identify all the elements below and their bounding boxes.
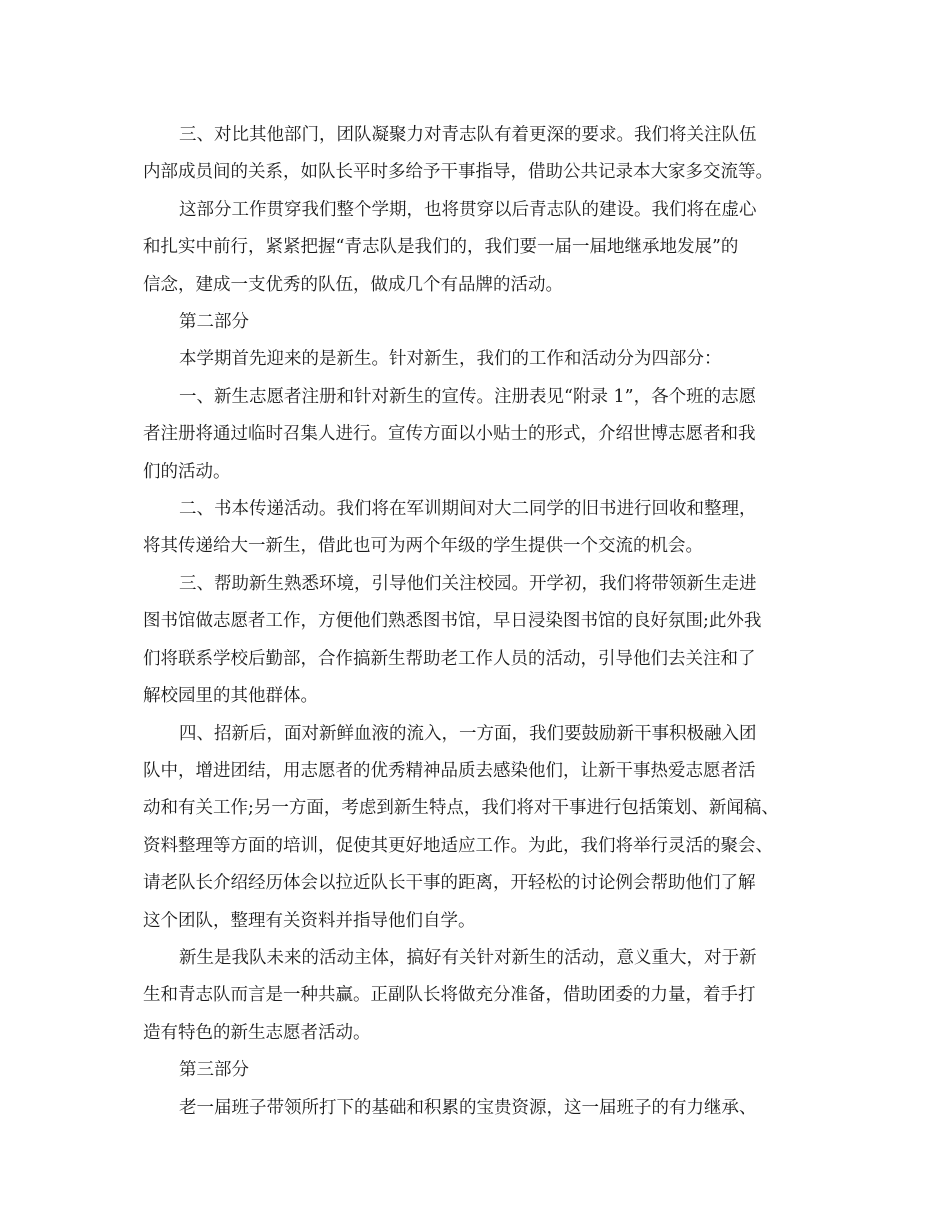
text-line: 和扎实中前行，紧紧把握“青志队是我们的，我们要一届一届地继承地发展”的 [143, 237, 739, 258]
text-line: 解校园里的其他群体。 [143, 686, 318, 707]
text-line: 们将联系学校后勤部，合作搞新生帮助老工作人员的活动，引导他们去关注和了 [143, 648, 756, 669]
text-line: 四、招新后，面对新鲜血液的流入，一方面，我们要鼓励新干事积极融入团 [179, 723, 757, 744]
text-line: 者注册将通过临时召集人进行。宣传方面以小贴士的形式，介绍世博志愿者和我 [143, 424, 756, 445]
paragraph-new-student-activities [143, 940, 811, 1052]
text-line: 生和青志队而言是一种共赢。正副队长将做充分准备，借助团委的力量，着手打 [143, 985, 756, 1006]
paragraph-new-students-intro [143, 341, 811, 378]
text-line: 图书馆做志愿者工作，方便他们熟悉图书馆，早日浸染图书馆的良好氛围;此外我 [143, 611, 762, 632]
text-line: 动和有关工作;另一方面，考虑到新生特点，我们将对干事进行包括策划、新闻稿、 [143, 798, 779, 819]
document-body [143, 117, 811, 1127]
paragraph-campus-orientation [143, 566, 811, 716]
text-line: 二、书本传递活动。我们将在军训期间对大二同学的旧书进行回收和整理， [179, 499, 757, 520]
text-line: 资料整理等方面的培训，促使其更好地适应工作。为此，我们将举行灵活的聚会、 [143, 835, 773, 856]
text-line: 三、帮助新生熟悉环境，引导他们关注校园。开学初，我们将带领新生走进 [179, 573, 757, 594]
section-heading-part-two: 第二部分 [179, 312, 249, 333]
paragraph-registration [143, 379, 811, 491]
text-line: 队中，增进团结，用志愿者的优秀精神品质去感染他们，让新干事热爱志愿者活 [143, 760, 756, 781]
paragraph-team-cohesion [143, 117, 811, 192]
text-line: 一、新生志愿者注册和针对新生的宣传。注册表见“附录 1”，各个班的志愿 [179, 386, 757, 407]
text-line: 信念，建成一支优秀的队伍，做成几个有品牌的活动。 [143, 274, 563, 295]
paragraph-book-passing [143, 491, 811, 566]
text-line: 这部分工作贯穿我们整个学期，也将贯穿以后青志队的建设。我们将在虚心 [179, 199, 757, 220]
text-line: 们的活动。 [143, 461, 231, 482]
text-line: 这个团队，整理有关资料并指导他们自学。 [143, 910, 476, 931]
paragraph-recruitment [143, 716, 811, 940]
text-line: 造有特色的新生志愿者活动。 [143, 1022, 371, 1043]
section-heading-part-three: 第三部分 [179, 1060, 249, 1081]
text-line: 三、对比其他部门，团队凝聚力对青志队有着更深的要求。我们将关注队伍 [179, 125, 757, 145]
text-line: 老一届班子带领所打下的基础和积累的宝贵资源，这一届班子的有力继承、 [179, 1097, 757, 1118]
paragraph-leadership-continuation [143, 1090, 811, 1127]
text-line: 本学期首先迎来的是新生。针对新生，我们的工作和活动分为四部分： [179, 349, 722, 370]
text-line: 将其传递给大一新生，借此也可为两个年级的学生提供一个交流的机会。 [143, 536, 703, 557]
paragraph-semester-work [143, 192, 811, 304]
text-line: 新生是我队未来的活动主体，搞好有关针对新生的活动，意义重大，对于新 [179, 947, 757, 968]
text-line: 请老队长介绍经历体会以拉近队长干事的距离，开轻松的讨论例会帮助他们了解 [143, 873, 756, 894]
text-line: 内部成员间的关系，如队长平时多给予干事指导，借助公共记录本大家多交流等。 [143, 162, 773, 183]
